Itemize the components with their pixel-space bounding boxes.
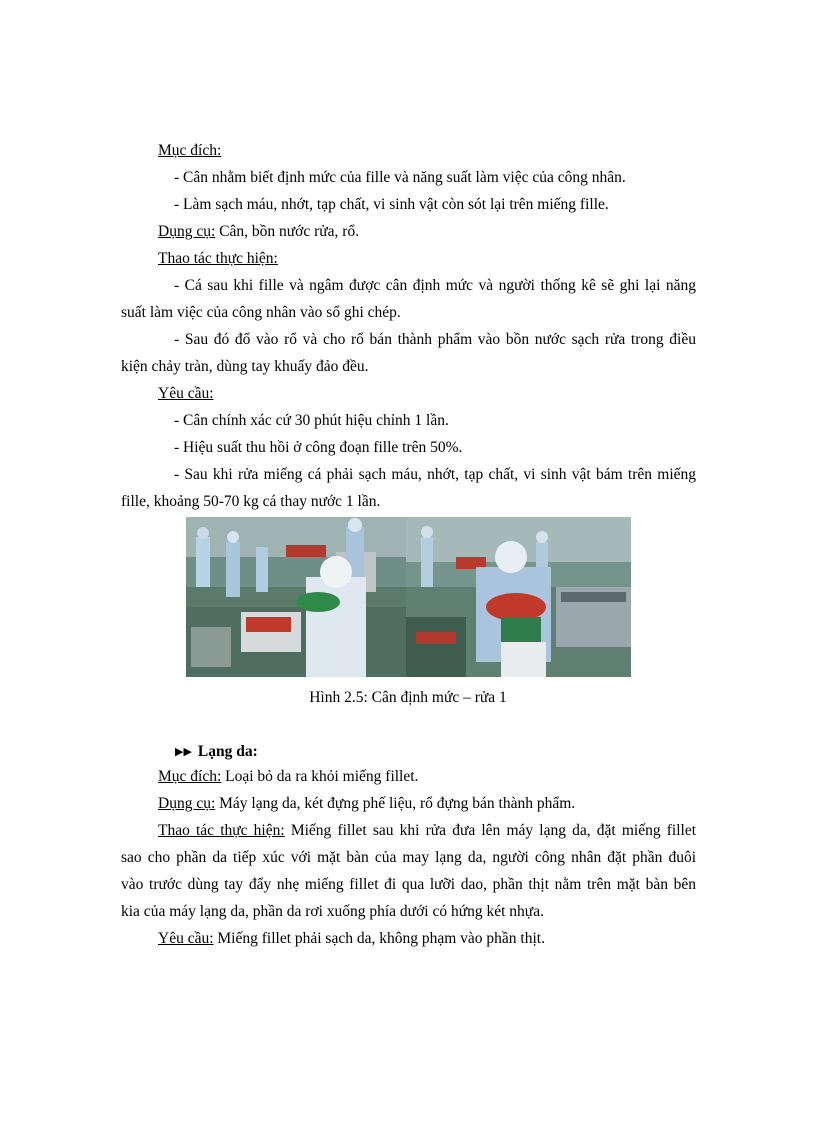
thao-tac-paragraph-line: - Cá sau khi fille và ngâm được cân định mức và người thống kê sẽ ghi lại năng	[174, 277, 696, 294]
yeu-cau-text: Miếng fillet phải sạch da, không phạm vào phần thịt.	[213, 930, 545, 947]
yeu-cau-item: - Cân chính xác cứ 30 phút hiệu chỉnh 1 lần.	[174, 412, 449, 429]
lang-da-dung-cu-line	[158, 794, 575, 814]
muc-dich-label: Mục đích:	[158, 768, 222, 785]
yeu-cau-item: - Hiệu suất thu hồi ở công đoạn fille trên 50%.	[174, 439, 463, 456]
dung-cu-label: Dụng cụ:	[158, 795, 216, 812]
muc-dich-text: Loại bỏ da ra khỏi miếng fillet.	[221, 768, 419, 785]
lang-da-yeu-cau-line	[158, 929, 545, 949]
dung-cu-text: Máy lạng da, két đựng phế liệu, rổ đựng bán thành phẩm.	[215, 795, 576, 812]
thao-tac-text: Miếng fillet sau khi rửa đưa lên máy lạng da, đặt miếng fillet	[284, 822, 696, 839]
dung-cu-text: Cân, bồn nước rửa, rổ.	[215, 223, 360, 240]
double-triangle-right-icon: ▶▶	[175, 745, 192, 758]
muc-dich-item: - Cân nhằm biết định mức của fille và năng suất làm việc của công nhân.	[174, 169, 626, 186]
lang-da-title: Lạng da:	[197, 743, 258, 760]
dung-cu-line	[158, 222, 359, 242]
lang-da-thao-tac-line: sao cho phần da tiếp xúc với mặt bàn của may lạng da, người công nhân đặt phần đuôi	[121, 849, 696, 866]
lang-da-muc-dich-line	[158, 767, 418, 787]
lang-da-thao-tac-line: vào trước dùng tay đẩy nhẹ miếng fillet đi qua lưỡi dao, phần thịt nằm trên mặt bàn bên	[121, 876, 696, 893]
dung-cu-label: Dụng cụ:	[158, 223, 216, 240]
thao-tac-paragraph-line: suất làm việc của công nhân vào sổ ghi chép.	[121, 304, 401, 321]
yeu-cau-label: Yêu cầu:	[158, 930, 214, 947]
thao-tac-label: Thao tác thực hiện:	[158, 822, 285, 839]
figure-caption: Hình 2.5: Cân định mức – rửa 1	[309, 689, 507, 706]
thao-tac-heading: Thao tác thực hiện:	[158, 250, 278, 267]
factory-photo-weighing	[186, 517, 406, 677]
factory-photo-washing	[406, 517, 631, 677]
lang-da-heading	[175, 742, 258, 762]
muc-dich-item: - Làm sạch máu, nhớt, tạp chất, vi sinh vật còn sót lại trên miếng fille.	[174, 196, 609, 213]
yeu-cau-heading: Yêu cầu:	[158, 385, 214, 402]
lang-da-thao-tac-line	[158, 821, 696, 841]
yeu-cau-paragraph-line: - Sau khi rửa miếng cá phải sạch máu, nhớt, tạp chất, vi sinh vật bám trên miếng	[174, 466, 696, 483]
thao-tac-paragraph-line: - Sau đó đổ vào rổ và cho rổ bán thành phẩm vào bồn nước sạch rửa trong điều	[174, 331, 696, 348]
muc-dich-heading: Mục đích:	[158, 142, 222, 159]
yeu-cau-paragraph-line: fille, khoảng 50-70 kg cá thay nước 1 lần.	[121, 493, 381, 510]
thao-tac-paragraph-line: kiện chảy tràn, dùng tay khuấy đảo đều.	[121, 358, 369, 375]
lang-da-thao-tac-line: kia của máy lạng da, phần da rơi xuống phía dưới có hứng két nhựa.	[121, 903, 544, 920]
